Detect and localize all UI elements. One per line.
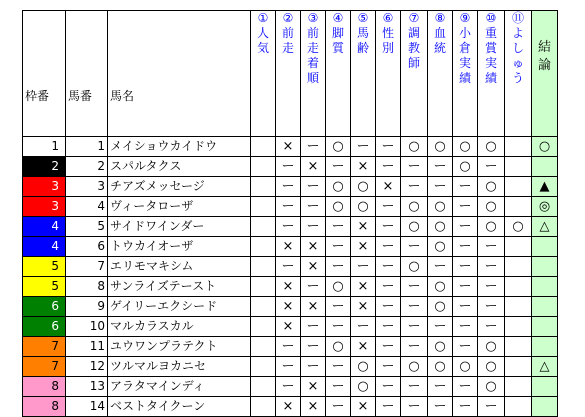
- result-cell: △: [532, 217, 558, 237]
- mark-cell: ー: [326, 297, 351, 317]
- mark-cell: ×: [351, 297, 376, 317]
- header-horse-name: 馬名: [108, 11, 251, 137]
- mark-cell: ー: [453, 237, 478, 257]
- mark-cell: ー: [276, 357, 301, 377]
- result-cell: [532, 257, 558, 277]
- mark-cell: ×: [276, 237, 301, 257]
- horse-name-cell: サンライズテースト: [108, 277, 251, 297]
- mark-cell: ○: [478, 197, 505, 217]
- mark-cell: ー: [301, 217, 326, 237]
- horse-name-cell: ゲイリーエクシード: [108, 297, 251, 317]
- mark-cell: ー: [326, 377, 351, 397]
- mark-cell: ー: [351, 137, 376, 157]
- mark-cell: [251, 157, 276, 177]
- mark-cell: [505, 137, 532, 157]
- mark-cell: ×: [301, 377, 326, 397]
- waku-cell: 7: [23, 357, 66, 377]
- mark-cell: ー: [276, 337, 301, 357]
- mark-cell: ー: [326, 157, 351, 177]
- mark-cell: ー: [376, 197, 401, 217]
- table-row: [23, 377, 558, 397]
- mark-cell: [505, 297, 532, 317]
- mark-cell: ー: [376, 257, 401, 277]
- horse-name-cell: スパルタクス: [108, 157, 251, 177]
- mark-cell: ー: [478, 397, 505, 417]
- mark-cell: ×: [276, 137, 301, 157]
- umaban-cell: 8: [66, 277, 108, 297]
- mark-cell: ○: [351, 377, 376, 397]
- table-row: [23, 397, 558, 417]
- waku-cell: 6: [23, 317, 66, 337]
- header-waku: 枠番: [23, 11, 66, 137]
- mark-cell: ー: [453, 377, 478, 397]
- mark-cell: ー: [301, 177, 326, 197]
- table-row: [23, 177, 558, 197]
- mark-cell: [251, 357, 276, 377]
- result-cell: △: [532, 357, 558, 377]
- waku-cell: 3: [23, 197, 66, 217]
- waku-cell: 5: [23, 277, 66, 297]
- mark-cell: ー: [351, 317, 376, 337]
- mark-cell: ○: [428, 237, 453, 257]
- mark-cell: ○: [428, 337, 453, 357]
- mark-cell: ○: [478, 337, 505, 357]
- header-col-7: ⑦ 調 教 師: [401, 11, 428, 137]
- umaban-cell: 14: [66, 397, 108, 417]
- mark-cell: ー: [376, 137, 401, 157]
- result-cell: [532, 297, 558, 317]
- header-umaban: 馬番: [66, 11, 108, 137]
- umaban-cell: 6: [66, 237, 108, 257]
- result-cell: [532, 237, 558, 257]
- mark-cell: ×: [301, 397, 326, 417]
- result-cell: ○: [532, 137, 558, 157]
- waku-cell: 3: [23, 177, 66, 197]
- mark-cell: ○: [326, 277, 351, 297]
- horse-name-cell: サイドワインダー: [108, 217, 251, 237]
- horse-name-cell: メイショウカイドウ: [108, 137, 251, 157]
- mark-cell: ○: [478, 357, 505, 377]
- mark-cell: ○: [401, 197, 428, 217]
- mark-cell: ー: [428, 257, 453, 277]
- mark-cell: ×: [276, 397, 301, 417]
- header-col-1: ① 人 気: [251, 11, 276, 137]
- umaban-cell: 7: [66, 257, 108, 277]
- mark-cell: ー: [326, 317, 351, 337]
- table-row: [23, 357, 558, 377]
- horse-name-cell: トウカイオーザ: [108, 237, 251, 257]
- horse-name-cell: エリモマキシム: [108, 257, 251, 277]
- result-cell: [532, 377, 558, 397]
- mark-cell: [505, 377, 532, 397]
- umaban-cell: 1: [66, 137, 108, 157]
- mark-cell: ×: [301, 157, 326, 177]
- mark-cell: [505, 357, 532, 377]
- umaban-cell: 5: [66, 217, 108, 237]
- header-col-6: ⑥ 性 別: [376, 11, 401, 137]
- mark-cell: ○: [326, 137, 351, 157]
- mark-cell: ○: [478, 377, 505, 397]
- mark-cell: ー: [453, 397, 478, 417]
- table-row: [23, 257, 558, 277]
- mark-cell: ー: [326, 257, 351, 277]
- mark-cell: ×: [351, 157, 376, 177]
- horse-name-cell: チアズメッセージ: [108, 177, 251, 197]
- mark-cell: ○: [428, 217, 453, 237]
- mark-cell: ○: [401, 357, 428, 377]
- mark-cell: ー: [326, 357, 351, 377]
- mark-cell: ー: [301, 137, 326, 157]
- mark-cell: ○: [428, 137, 453, 157]
- mark-cell: [505, 257, 532, 277]
- mark-cell: ○: [401, 137, 428, 157]
- header-row: [23, 11, 558, 137]
- table-row: [23, 157, 558, 177]
- mark-cell: ×: [351, 237, 376, 257]
- mark-cell: ー: [376, 337, 401, 357]
- mark-cell: ー: [326, 217, 351, 237]
- mark-cell: ー: [401, 277, 428, 297]
- header-col-5: ⑤ 馬 齢: [351, 11, 376, 137]
- horse-name-cell: ヴィータローザ: [108, 197, 251, 217]
- mark-cell: ー: [376, 217, 401, 237]
- mark-cell: [505, 277, 532, 297]
- umaban-cell: 2: [66, 157, 108, 177]
- mark-cell: ○: [351, 197, 376, 217]
- mark-cell: ○: [453, 137, 478, 157]
- mark-cell: ー: [401, 317, 428, 337]
- table-row: [23, 217, 558, 237]
- mark-cell: [251, 337, 276, 357]
- mark-cell: ー: [478, 277, 505, 297]
- mark-cell: ○: [428, 197, 453, 217]
- waku-cell: 2: [23, 157, 66, 177]
- header-result: 結 論: [532, 11, 558, 137]
- mark-cell: ー: [478, 297, 505, 317]
- mark-cell: ー: [301, 277, 326, 297]
- result-cell: ▲: [532, 177, 558, 197]
- mark-cell: ×: [301, 237, 326, 257]
- result-cell: [532, 317, 558, 337]
- table-row: [23, 277, 558, 297]
- mark-cell: [505, 317, 532, 337]
- mark-cell: ー: [276, 197, 301, 217]
- mark-cell: ー: [428, 317, 453, 337]
- mark-cell: ○: [351, 357, 376, 377]
- mark-cell: ○: [478, 177, 505, 197]
- result-cell: [532, 157, 558, 177]
- mark-cell: ○: [401, 257, 428, 277]
- table-row: [23, 337, 558, 357]
- mark-cell: ー: [453, 177, 478, 197]
- mark-cell: ー: [376, 377, 401, 397]
- umaban-cell: 9: [66, 297, 108, 317]
- mark-cell: ×: [276, 277, 301, 297]
- mark-cell: ○: [505, 217, 532, 237]
- mark-cell: [251, 177, 276, 197]
- mark-cell: ○: [478, 217, 505, 237]
- mark-cell: ○: [326, 177, 351, 197]
- mark-cell: [251, 137, 276, 157]
- mark-cell: ー: [428, 377, 453, 397]
- mark-cell: [251, 197, 276, 217]
- horse-evaluation-table: [22, 10, 558, 417]
- mark-cell: [251, 317, 276, 337]
- mark-cell: ー: [401, 337, 428, 357]
- mark-cell: ○: [453, 157, 478, 177]
- mark-cell: ー: [453, 197, 478, 217]
- umaban-cell: 13: [66, 377, 108, 397]
- mark-cell: ー: [428, 177, 453, 197]
- umaban-cell: 12: [66, 357, 108, 377]
- waku-cell: 4: [23, 237, 66, 257]
- mark-cell: ー: [401, 177, 428, 197]
- header-col-4: ④ 脚 質: [326, 11, 351, 137]
- mark-cell: ー: [453, 277, 478, 297]
- mark-cell: ○: [351, 177, 376, 197]
- horse-name-cell: ツルマルヨカニセ: [108, 357, 251, 377]
- mark-cell: [251, 297, 276, 317]
- mark-cell: ー: [453, 337, 478, 357]
- mark-cell: [251, 397, 276, 417]
- mark-cell: ×: [351, 337, 376, 357]
- header-col-2: ② 前 走: [276, 11, 301, 137]
- mark-cell: ー: [401, 377, 428, 397]
- mark-cell: [251, 237, 276, 257]
- mark-cell: [505, 177, 532, 197]
- mark-cell: ー: [401, 297, 428, 317]
- header-col-3: ③ 前 走 着 順: [301, 11, 326, 137]
- mark-cell: ー: [376, 297, 401, 317]
- mark-cell: ー: [376, 317, 401, 337]
- result-cell: [532, 277, 558, 297]
- mark-cell: ー: [401, 157, 428, 177]
- mark-cell: ○: [478, 137, 505, 157]
- mark-cell: ー: [276, 217, 301, 237]
- mark-cell: ×: [351, 277, 376, 297]
- mark-cell: ー: [478, 237, 505, 257]
- waku-cell: 1: [23, 137, 66, 157]
- mark-cell: ○: [453, 357, 478, 377]
- horse-name-cell: アラタマインディ: [108, 377, 251, 397]
- header-col-11: ⑪ よ し ゅ う: [505, 11, 532, 137]
- mark-cell: [505, 337, 532, 357]
- mark-cell: ー: [276, 257, 301, 277]
- mark-cell: ー: [453, 297, 478, 317]
- mark-cell: ー: [276, 177, 301, 197]
- mark-cell: ー: [428, 397, 453, 417]
- mark-cell: ×: [276, 297, 301, 317]
- mark-cell: ー: [376, 357, 401, 377]
- mark-cell: ー: [376, 237, 401, 257]
- mark-cell: ×: [301, 257, 326, 277]
- mark-cell: ○: [428, 297, 453, 317]
- mark-cell: ○: [326, 197, 351, 217]
- mark-cell: [251, 277, 276, 297]
- umaban-cell: 3: [66, 177, 108, 197]
- table-row: [23, 137, 558, 157]
- mark-cell: [505, 397, 532, 417]
- table-row: [23, 197, 558, 217]
- mark-cell: ー: [276, 377, 301, 397]
- mark-cell: ー: [401, 397, 428, 417]
- mark-cell: ○: [428, 357, 453, 377]
- waku-cell: 6: [23, 297, 66, 317]
- mark-cell: ×: [276, 317, 301, 337]
- waku-cell: 8: [23, 397, 66, 417]
- mark-cell: ×: [351, 217, 376, 237]
- mark-cell: ○: [326, 337, 351, 357]
- horse-name-cell: マルカラスカル: [108, 317, 251, 337]
- mark-cell: ー: [453, 217, 478, 237]
- table-row: [23, 297, 558, 317]
- waku-cell: 7: [23, 337, 66, 357]
- result-cell: [532, 337, 558, 357]
- header-col-8: ⑧ 血 統: [428, 11, 453, 137]
- mark-cell: ー: [376, 157, 401, 177]
- mark-cell: ー: [478, 317, 505, 337]
- mark-cell: ー: [326, 237, 351, 257]
- mark-cell: ー: [301, 317, 326, 337]
- waku-cell: 8: [23, 377, 66, 397]
- mark-cell: ○: [428, 277, 453, 297]
- umaban-cell: 10: [66, 317, 108, 337]
- mark-cell: ー: [301, 357, 326, 377]
- mark-cell: ー: [453, 317, 478, 337]
- mark-cell: [505, 197, 532, 217]
- horse-name-cell: ベストタイクーン: [108, 397, 251, 417]
- header-col-10: ⑩ 重 賞 実 績: [478, 11, 505, 137]
- mark-cell: ー: [453, 257, 478, 277]
- mark-cell: ー: [428, 157, 453, 177]
- umaban-cell: 11: [66, 337, 108, 357]
- mark-cell: ー: [351, 257, 376, 277]
- mark-cell: ー: [376, 277, 401, 297]
- horse-name-cell: ユウワンプラテクト: [108, 337, 251, 357]
- header-col-9: ⑨ 小 倉 実 績: [453, 11, 478, 137]
- mark-cell: [505, 237, 532, 257]
- waku-cell: 5: [23, 257, 66, 277]
- mark-cell: ー: [401, 237, 428, 257]
- result-cell: [532, 397, 558, 417]
- mark-cell: [251, 217, 276, 237]
- result-cell: ◎: [532, 197, 558, 217]
- mark-cell: [251, 377, 276, 397]
- mark-cell: ×: [376, 177, 401, 197]
- mark-cell: ー: [326, 397, 351, 417]
- mark-cell: ○: [401, 217, 428, 237]
- mark-cell: ー: [478, 157, 505, 177]
- umaban-cell: 4: [66, 197, 108, 217]
- mark-cell: [505, 157, 532, 177]
- mark-cell: [251, 257, 276, 277]
- mark-cell: ー: [478, 257, 505, 277]
- mark-cell: ー: [276, 157, 301, 177]
- mark-cell: ー: [376, 397, 401, 417]
- mark-cell: ×: [351, 397, 376, 417]
- waku-cell: 4: [23, 217, 66, 237]
- mark-cell: ー: [301, 337, 326, 357]
- mark-cell: ×: [301, 297, 326, 317]
- table-body: [23, 137, 558, 417]
- table-row: [23, 317, 558, 337]
- table-row: [23, 237, 558, 257]
- mark-cell: ー: [301, 197, 326, 217]
